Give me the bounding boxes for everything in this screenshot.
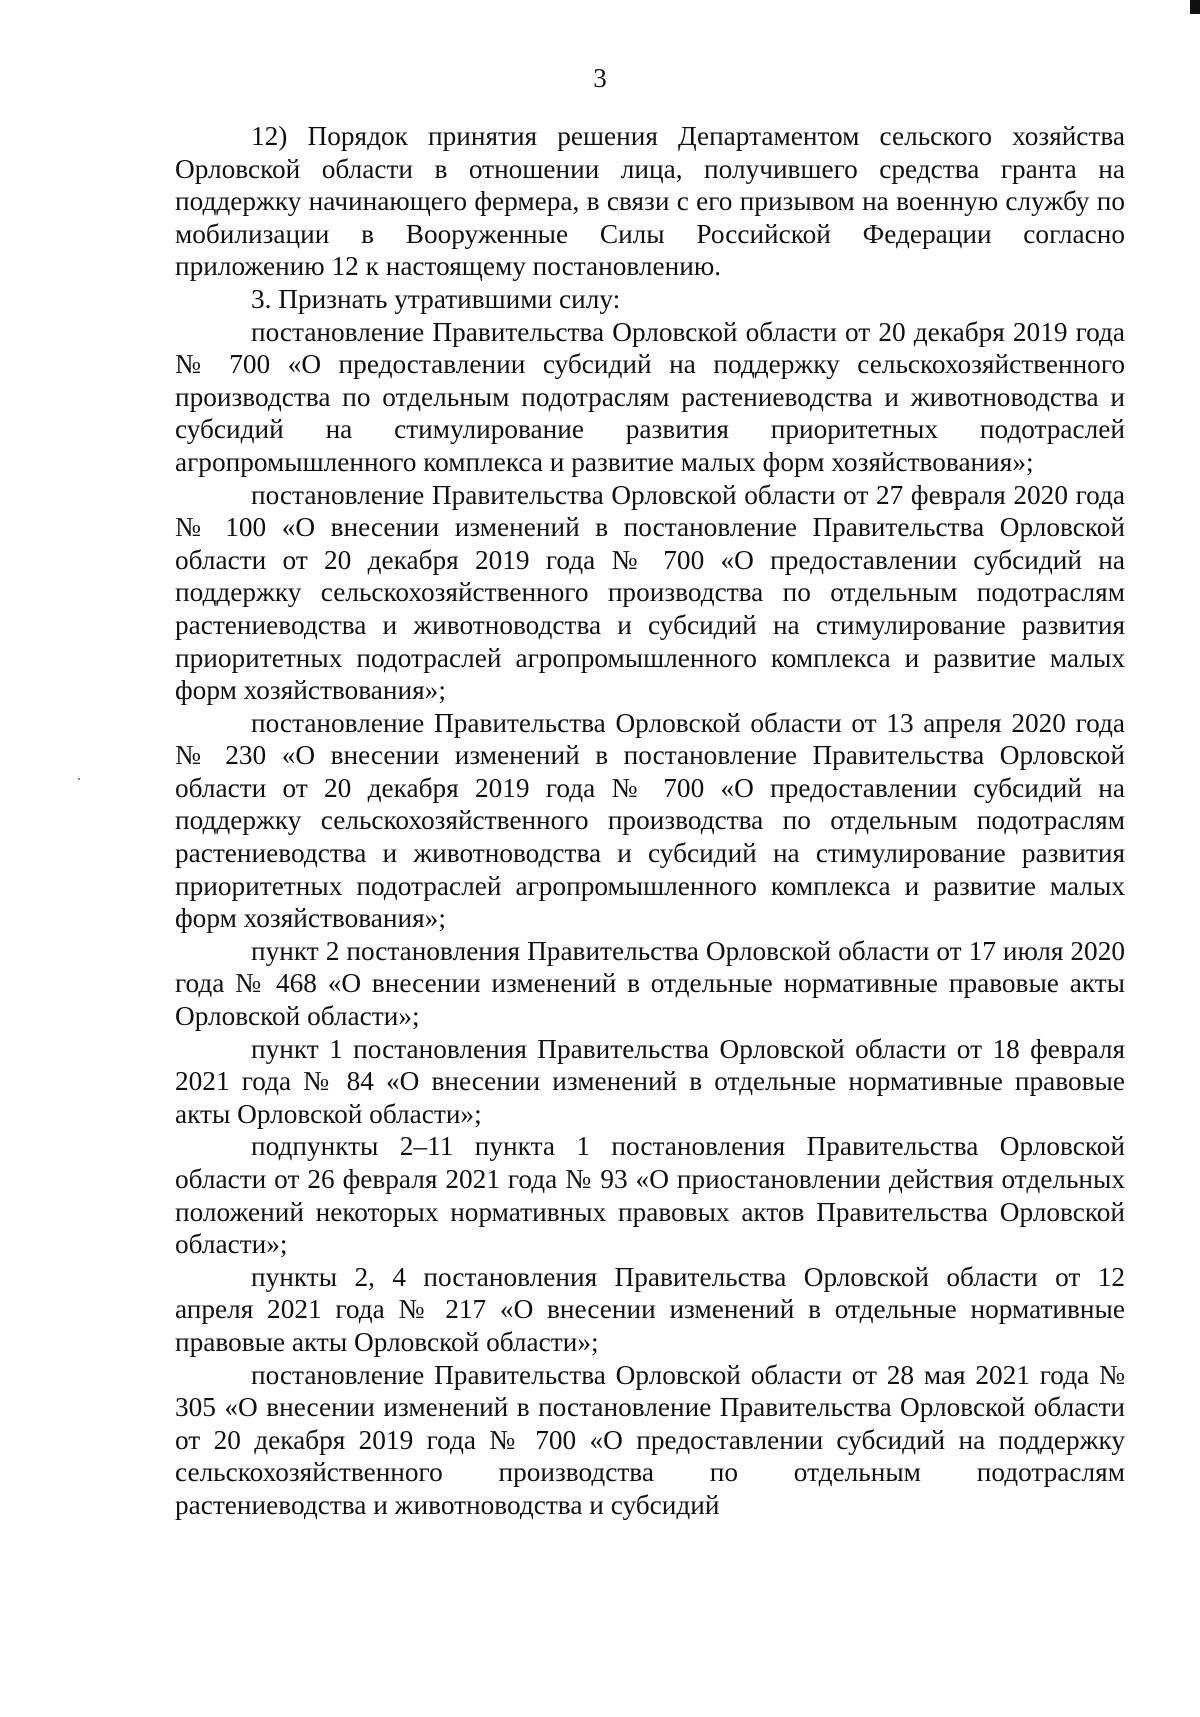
scan-speck <box>78 778 80 780</box>
page-number: 3 <box>593 63 607 93</box>
repealed-act-item: постановление Правительства Орловской области от 28 мая 2021 года № 305 «О внесении изменений в постановление Правительства Орловской области от 20 декабря 2019 года № 700 «О предоставлении субсидий на поддержку сельскохозяйственного производства по отдельным подотраслям растениеводства и животноводства и субсидий <box>175 1359 1125 1520</box>
scan-corner-mark <box>1190 0 1200 14</box>
paragraph-section-3: 3. Признать утратившими силу: <box>251 283 621 314</box>
repealed-act-item: подпункты 2–11 пункта 1 постановления Правительства Орловской области от 26 февраля 2021 года № 93 «О приостановлении действия отдельных положений некоторых нормативных правовых актов Правительства Орловской области»; <box>175 1131 1125 1260</box>
repealed-act-item: постановление Правительства Орловской области от 13 апреля 2020 года № 230 «О внесении изменений в постановление Правительства Орловской области от 20 декабря 2019 года № 700 «О предоставлении субсидий на поддержку сельскохозяйственного производства по отдельным подотраслям растениеводства и животноводства и субсидий на стимулирование развития приоритетных подотраслей агропромышленного комплекса и развитие малых форм хозяйствования»; <box>175 707 1125 934</box>
repealed-act-item: пункты 2, 4 постановления Правительства Орловской области от 12 апреля 2021 года № 217 «О внесении изменений в отдельные нормативные правовые акты Орловской области»; <box>175 1261 1125 1357</box>
repealed-act-item: постановление Правительства Орловской области от 20 декабря 2019 года № 700 «О предоставлении субсидий на поддержку сельскохозяйственного производства по отдельным подотраслям растениеводства и животноводства и субсидий на стимулирование развития приоритетных подотраслей агропромышленного комплекса и развитие малых форм хозяйствования»; <box>175 316 1125 477</box>
repealed-act-item: пункт 1 постановления Правительства Орловской области от 18 февраля 2021 года № 84 «О внесении изменений в отдельные нормативные правовые акты Орловской области»; <box>175 1033 1125 1129</box>
repealed-act-item: пункт 2 постановления Правительства Орловской области от 17 июля 2020 года № 468 «О внесении изменений в отдельные нормативные правовые акты Орловской области»; <box>175 935 1125 1032</box>
document-body <box>175 120 1125 1522</box>
repealed-act-item: постановление Правительства Орловской области от 27 февраля 2020 года № 100 «О внесении изменений в постановление Правительства Орловской области от 20 декабря 2019 года № 700 «О предоставлении субсидий на поддержку сельскохозяйственного производства по отдельным подотраслям растениеводства и животноводства и субсидий на стимулирование развития приоритетных подотраслей агропромышленного комплекса и развитие малых форм хозяйствования»; <box>175 479 1125 706</box>
paragraph-item-12: 12) Порядок принятия решения Департаментом сельского хозяйства Орловской области в отношении лица, получившего средства гранта на поддержку начинающего фермера, в связи с его призывом на военную службу по мобилизации в Вооруженные Силы Российской Федерации согласно приложению 12 к настоящему постановлению. <box>175 121 1125 282</box>
